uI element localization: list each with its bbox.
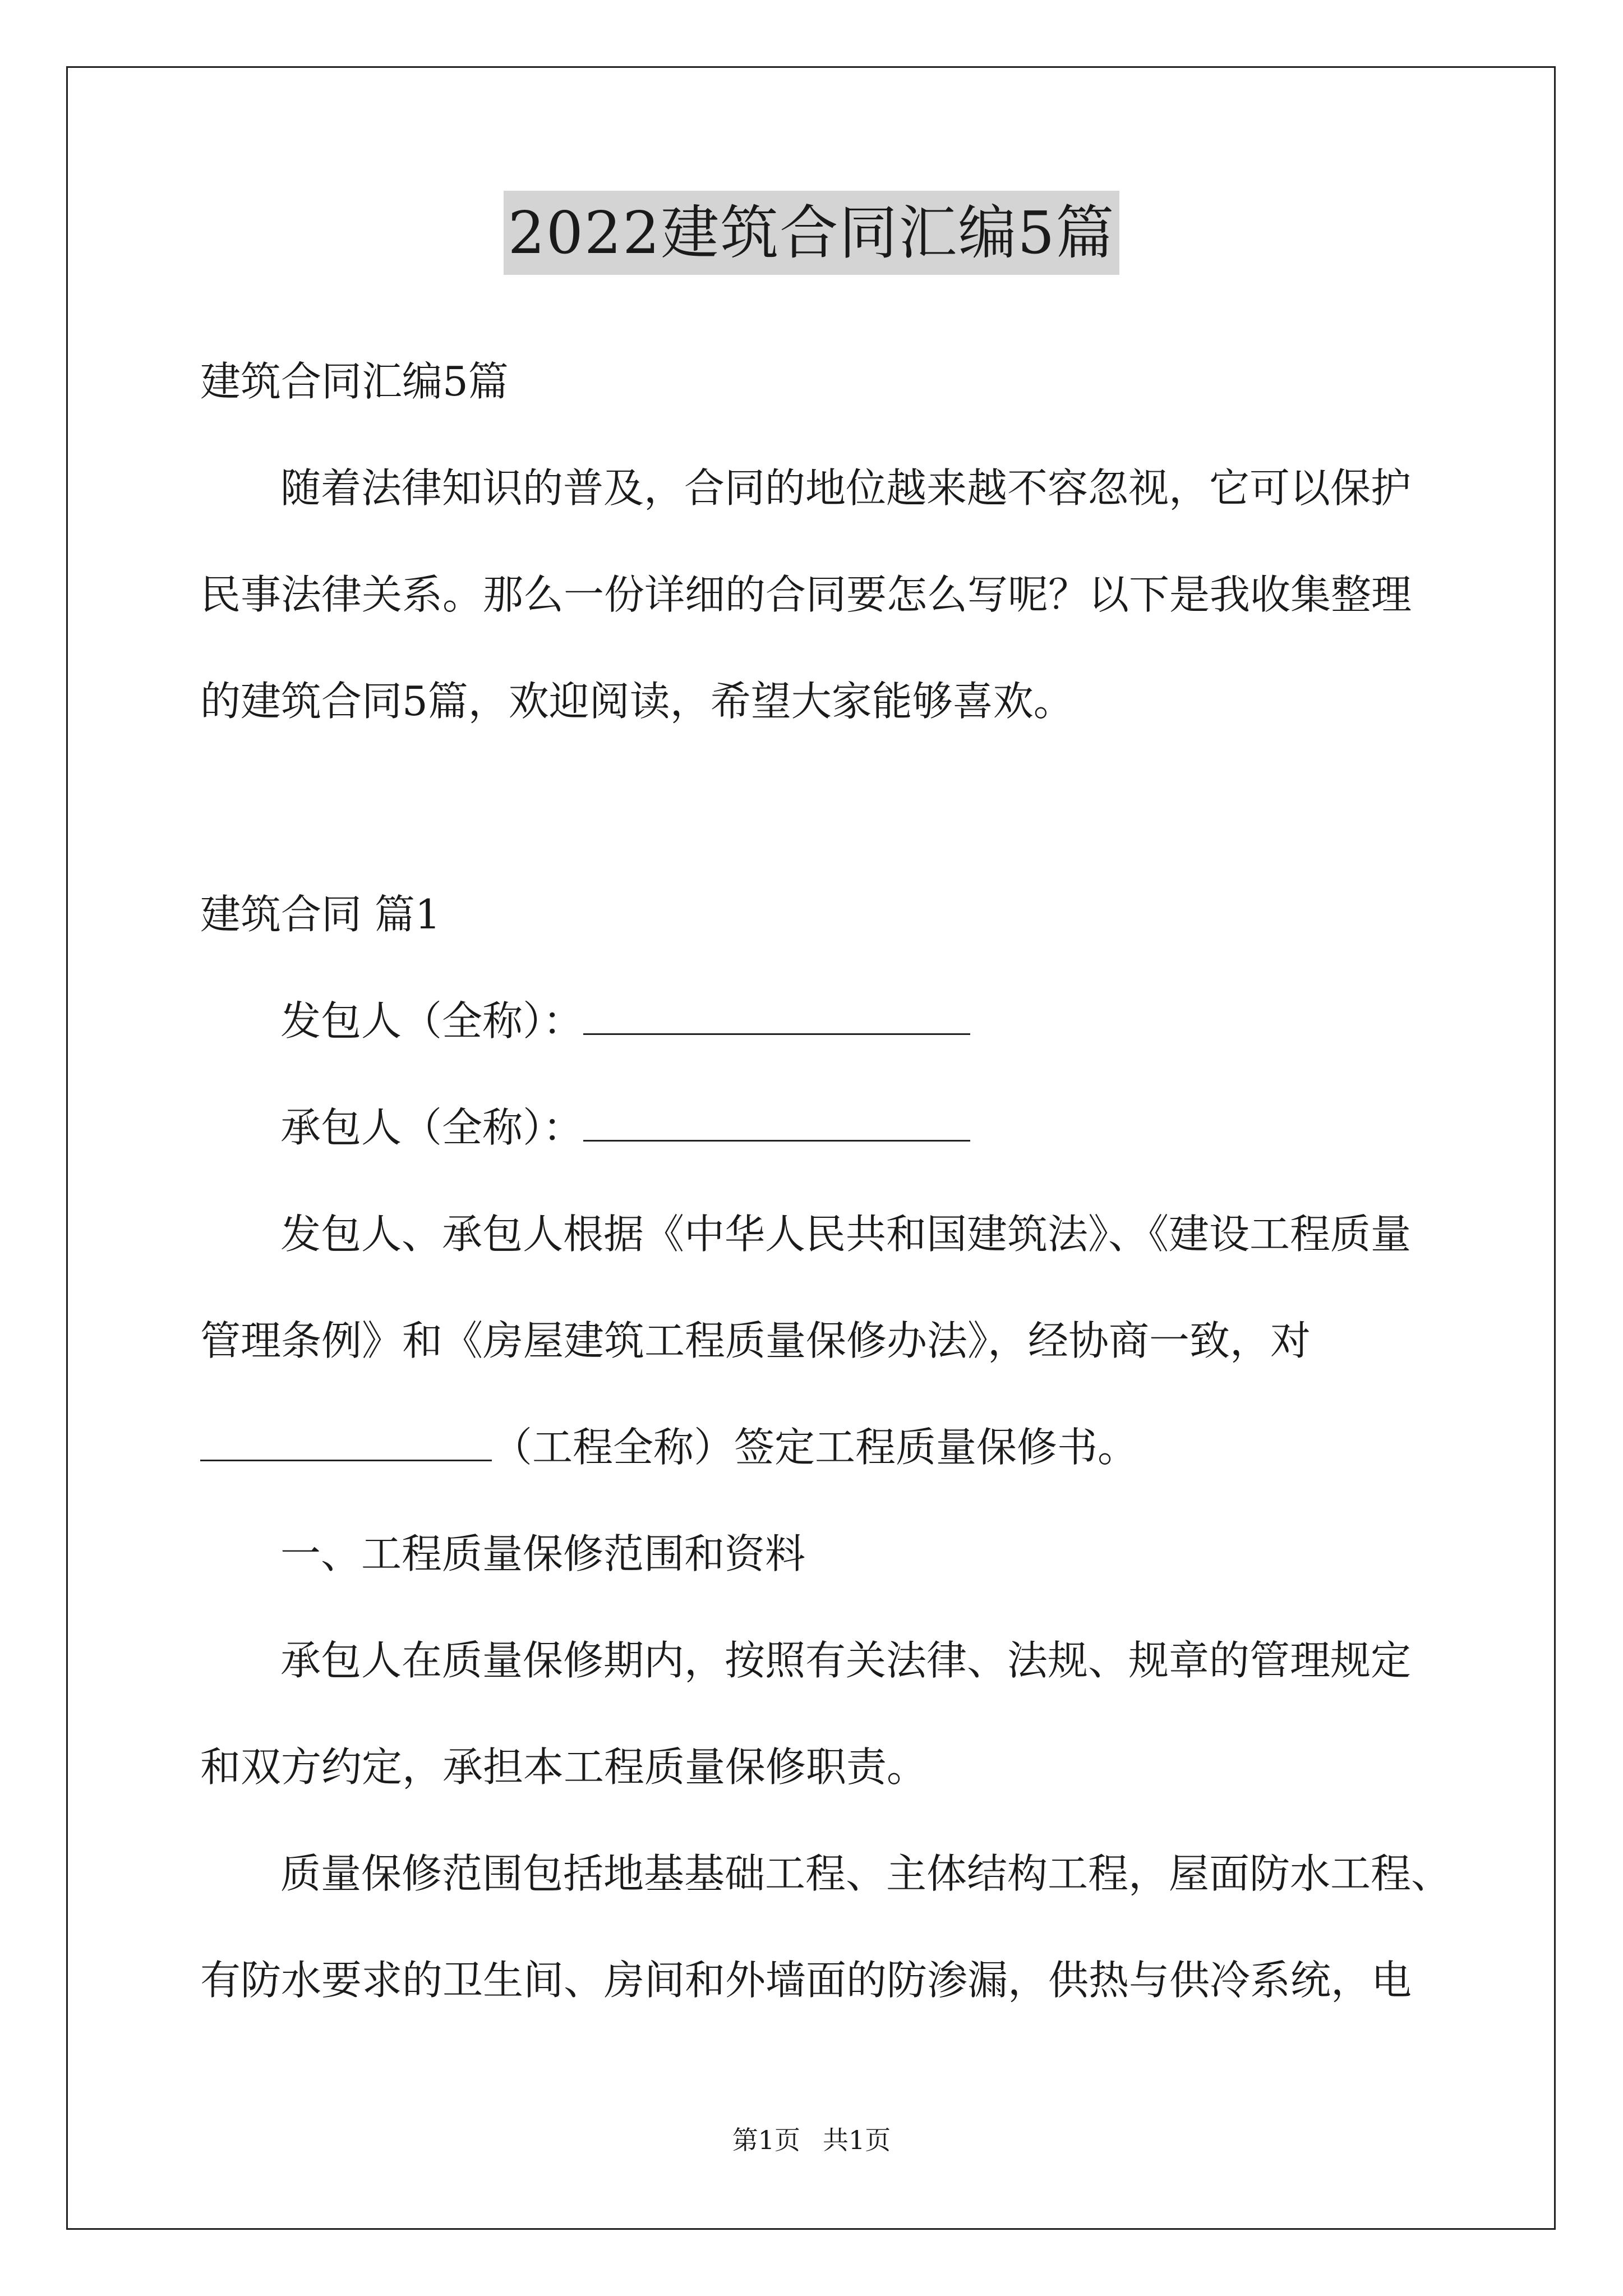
page-current: 第1页 — [732, 2125, 800, 2155]
document-title: 2022建筑合同汇编5篇 — [504, 191, 1120, 275]
clause-1-heading: 一、工程质量保修范围和资料 — [280, 1530, 806, 1577]
page-total: 共1页 — [823, 2125, 891, 2155]
clause-1-para2-line-1: 质量保修范围包括地基基础工程、主体结构工程，屋面防水工程、 — [280, 1850, 1452, 1897]
party-b-line — [280, 1099, 970, 1156]
clause-1-para1-line-1: 承包人在质量保修期内，按照有关法律、法规、规章的管理规定 — [280, 1637, 1412, 1684]
party-a-blank — [583, 994, 970, 1035]
document-subtitle: 建筑合同汇编5篇 — [200, 358, 509, 405]
intro-line-2: 民事法律关系。那么一份详细的合同要怎么写呢？以下是我收集整理 — [200, 571, 1412, 618]
title-container — [0, 191, 1623, 275]
party-b-blank — [583, 1101, 970, 1142]
agreement-line-1: 发包人、承包人根据《中华人民共和国建筑法》、《建设工程质量 — [280, 1211, 1412, 1258]
party-a-line — [280, 993, 970, 1049]
intro-line-1: 随着法律知识的普及，合同的地位越来越不容忽视，它可以保护 — [280, 464, 1412, 512]
page-footer — [0, 2123, 1623, 2157]
agreement-line-3-text: （工程全称）签定工程质量保修书。 — [492, 1424, 1138, 1471]
section-heading: 建筑合同 篇1 — [200, 891, 441, 938]
agreement-line-3 — [200, 1419, 1138, 1475]
intro-line-3: 的建筑合同5篇，欢迎阅读，希望大家能够喜欢。 — [200, 678, 1074, 725]
clause-1-para1-line-2: 和双方约定，承担本工程质量保修职责。 — [200, 1743, 928, 1791]
party-a-label: 发包人（全称）： — [280, 997, 584, 1045]
clause-1-para2-line-2: 有防水要求的卫生间、房间和外墙面的防渗漏，供热与供冷系统，电 — [200, 1957, 1412, 2004]
project-name-blank — [200, 1420, 492, 1461]
party-b-label: 承包人（全称）： — [280, 1104, 584, 1151]
agreement-line-2: 管理条例》和《房屋建筑工程质量保修办法》，经协商一致，对 — [200, 1317, 1311, 1364]
